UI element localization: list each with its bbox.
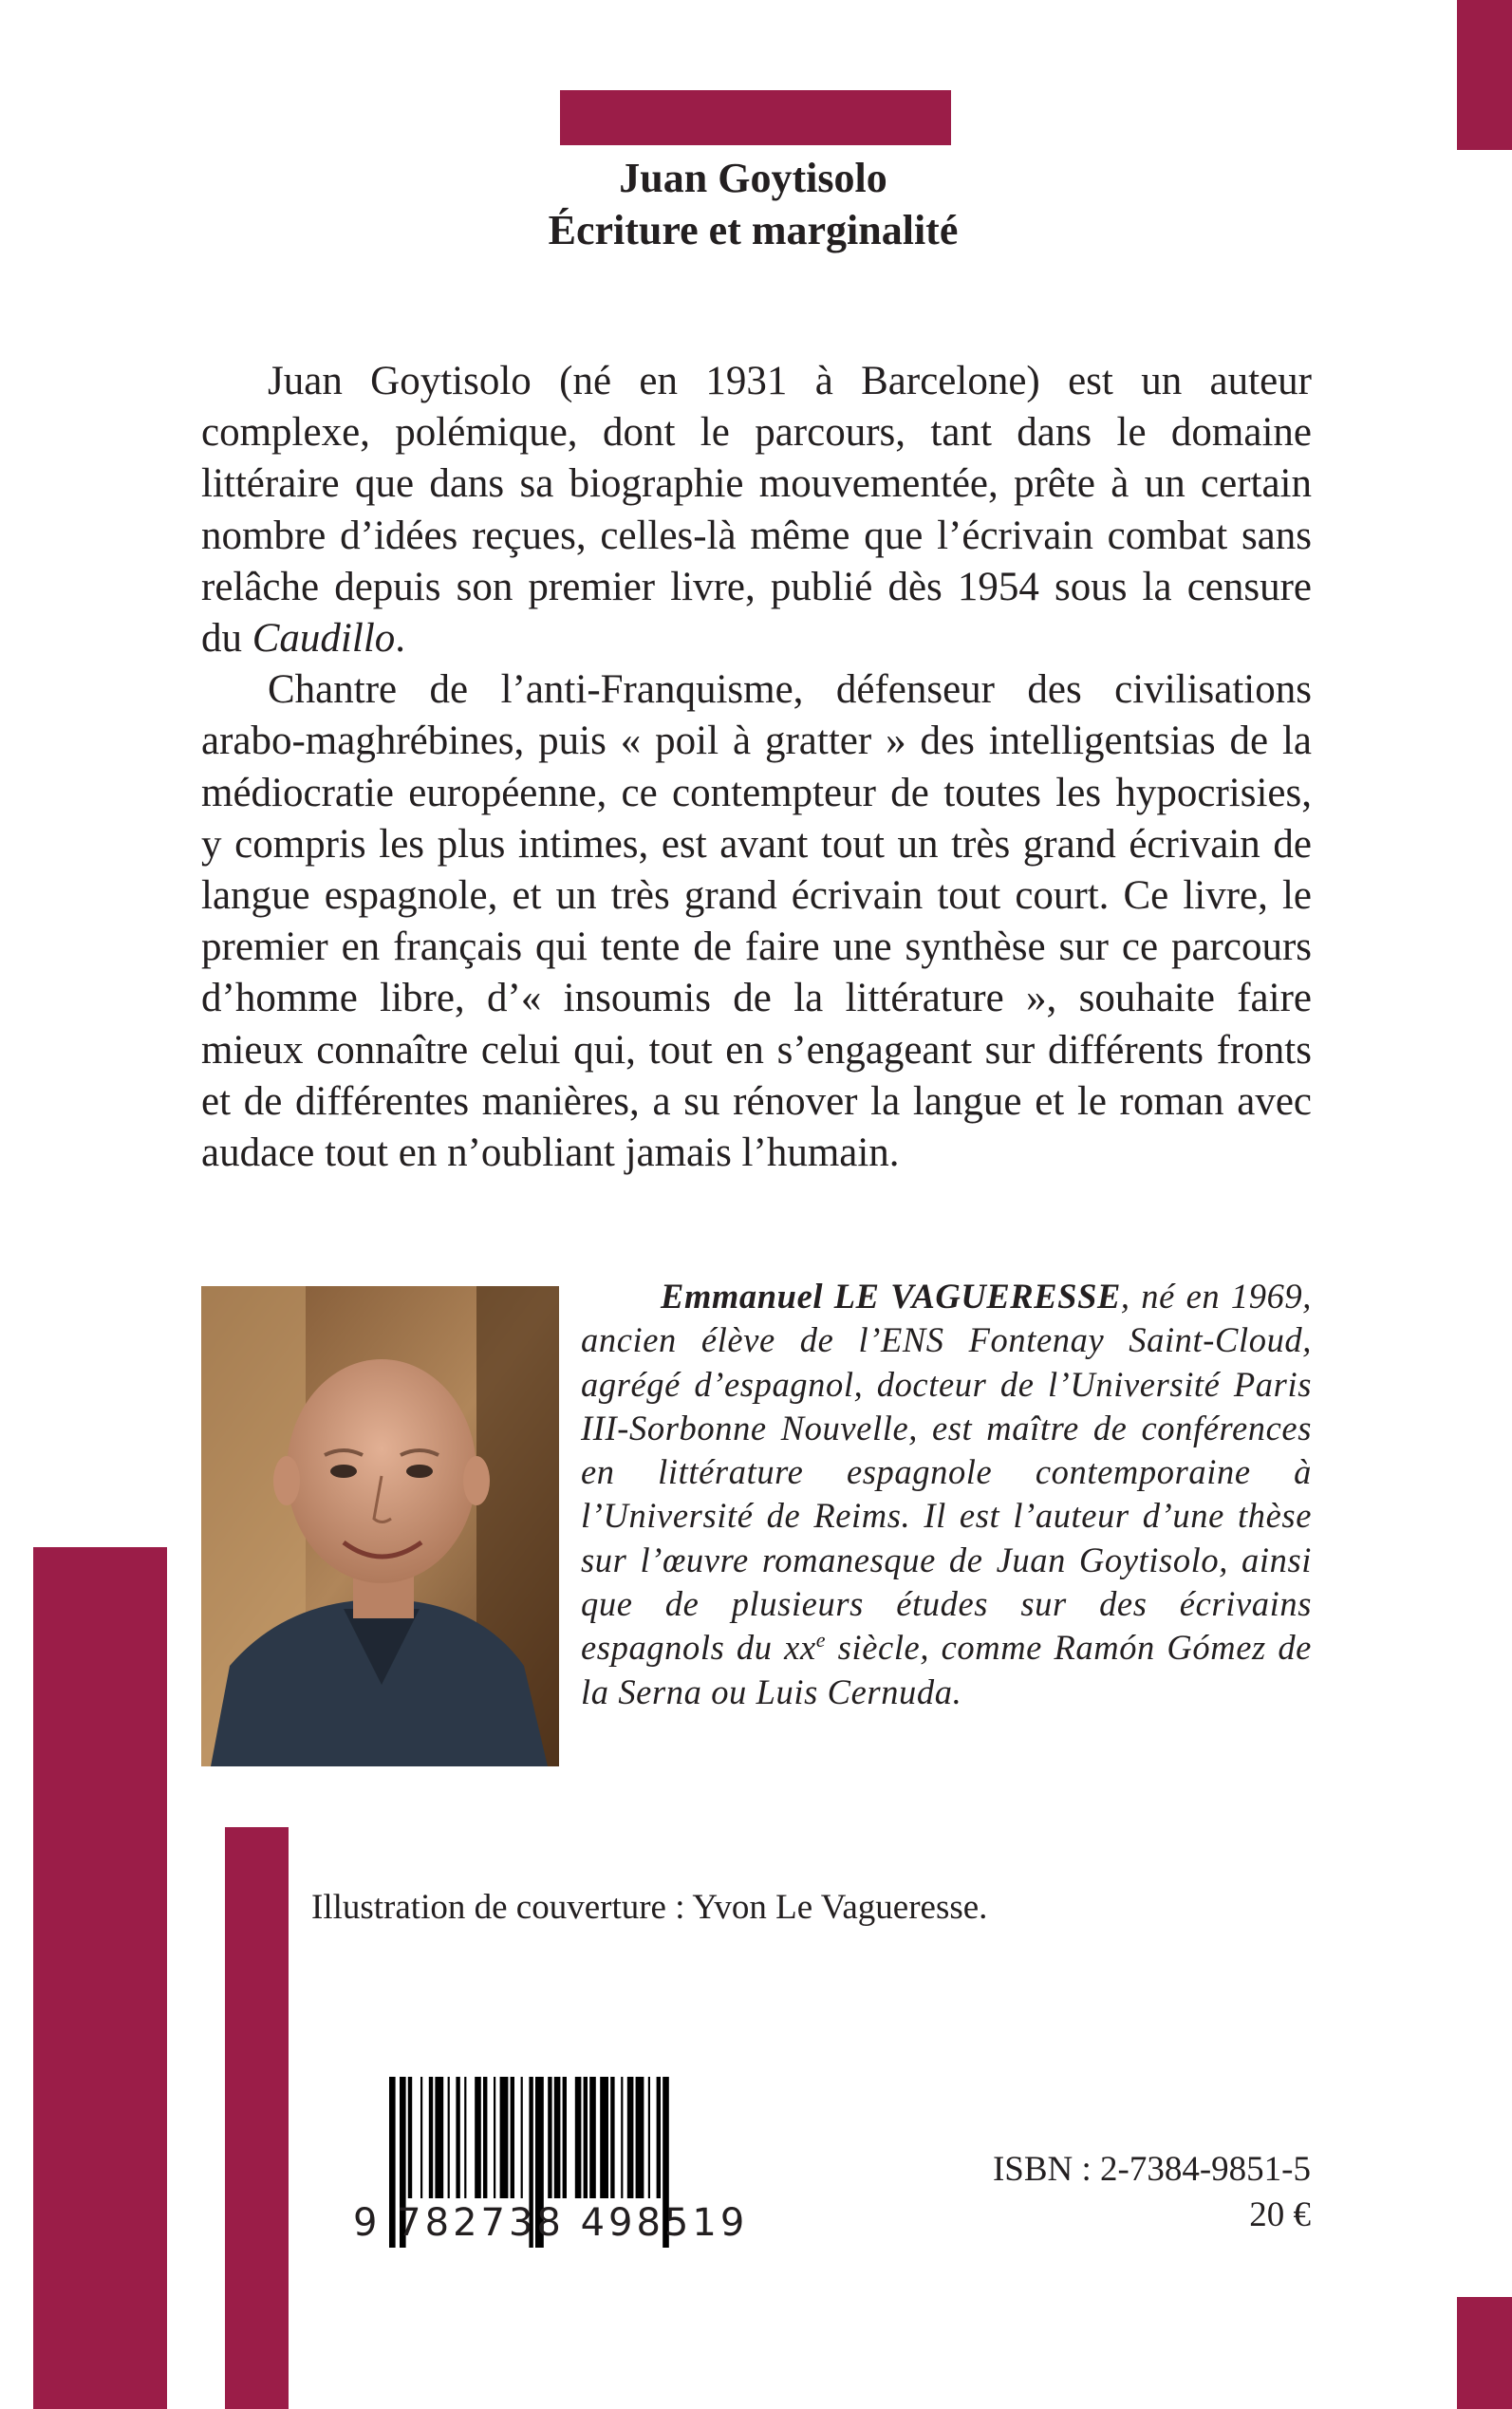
isbn-block [993, 2147, 1311, 2238]
accent-bar-left-tall [33, 1547, 167, 2409]
bio-text-a: , né en 1969, ancien élève de l’ENS Fontenay Saint-Cloud, agrégé d’espagnol, docteur de l’Université Paris III-Sorbonne Nouvelle, est maître de conférences en littérature espagnole contemporaine à l’Université de Reims. Il est l’auteur d’une thèse sur l’œuvre romanesque de Juan Goytisolo, ainsi que de plusieurs études sur des écrivains espagnols du [581, 1277, 1312, 1668]
barcode-digits: 9 782738 498519 [353, 2201, 749, 2245]
barcode-bar [584, 2077, 588, 2198]
barcode-bar [563, 2077, 567, 2198]
bio-century-sup: e [815, 1628, 827, 1653]
blurb-paragraph-2: Chantre de l’anti-Franquisme, défenseur des civilisations arabo-maghrébines, puis « poil à gratter » des intelligentsias de la médiocratie européenne, ce contempteur de toutes les hypocrisies, y compris les plus intimes, est avant tout un très grand écrivain de langue espagnole, et un très grand écrivain tout court. Ce livre, le premier en français qui tente de faire une synthèse sur ce parcours d’homme libre, d’« insoumis de la littérature », souhaite faire mieux connaître celui qui, tout en s’engageant sur différents fronts et de différentes manières, a su rénover la langue et le roman avec audace tout en n’oubliant jamais l’humain. [201, 667, 1312, 1176]
barcode-bar [500, 2077, 509, 2198]
barcode-bar [511, 2077, 514, 2198]
barcode-bar [554, 2077, 561, 2198]
price: 20 € [1249, 2195, 1311, 2234]
book-title [0, 152, 1512, 256]
barcode-bar [456, 2077, 459, 2198]
blurb-paragraph-1 [201, 356, 1312, 664]
author-bio [581, 1275, 1312, 1714]
barcode-bar [429, 2077, 433, 2198]
barcode-bar [627, 2077, 634, 2198]
barcode-bar [636, 2077, 644, 2198]
barcode-bar [548, 2077, 551, 2198]
barcode-bar [494, 2077, 495, 2198]
barcode-bar [464, 2077, 466, 2198]
title-book: Écriture et marginalité [548, 207, 959, 253]
blurb-text [201, 356, 1312, 1179]
cover-illustration-credit: Illustration de couverture : Yvon Le Vagueresse. [311, 1888, 988, 1927]
accent-bar-top-right [1457, 0, 1512, 150]
barcode-bar [657, 2077, 661, 2198]
barcode-bar [521, 2077, 523, 2198]
accent-bar-left-inner [225, 1827, 289, 2409]
barcode-bar [408, 2077, 412, 2198]
accent-bar-bottom-right [1457, 2297, 1512, 2409]
barcode-bar [420, 2077, 422, 2198]
blurb-p1-emphasis: Caudillo [252, 616, 396, 662]
blurb-p1-end: . [395, 616, 406, 662]
bio-text-b: siècle, comme Ramón Gómez de la Serna ou Luis Cernuda. [581, 1628, 1312, 1711]
barcode-bar [600, 2077, 608, 2198]
barcode-bar [435, 2077, 443, 2198]
barcode-bar [575, 2077, 582, 2198]
blurb-p1-text: Juan Goytisolo (né en 1931 à Barcelone) est un auteur complexe, polémique, dont le parcours, tant dans le domaine littéraire que dans sa biographie mouvementée, prête à un certain nombre d’idées reçues, celles-là même que l’écrivain combat sans relâche depuis son premier livre, publié dès 1954 sous la censure du [201, 359, 1312, 662]
barcode-bar [610, 2077, 614, 2198]
barcode-bar [589, 2077, 596, 2198]
author-name: Emmanuel LE VAGUERESSE [661, 1277, 1121, 1316]
author-portrait-icon [201, 1286, 559, 1766]
barcode-bar [475, 2077, 481, 2198]
barcode-bar [483, 2077, 487, 2198]
isbn-number: ISBN : 2-7384-9851-5 [992, 2150, 1311, 2189]
barcode-bar [621, 2077, 623, 2198]
accent-bar-top-center [560, 90, 951, 145]
title-author: Juan Goytisolo [619, 155, 887, 201]
author-photo [201, 1286, 559, 1766]
barcode-bar [448, 2077, 450, 2198]
bio-century: xx [784, 1628, 816, 1668]
barcode-bar [648, 2077, 650, 2198]
